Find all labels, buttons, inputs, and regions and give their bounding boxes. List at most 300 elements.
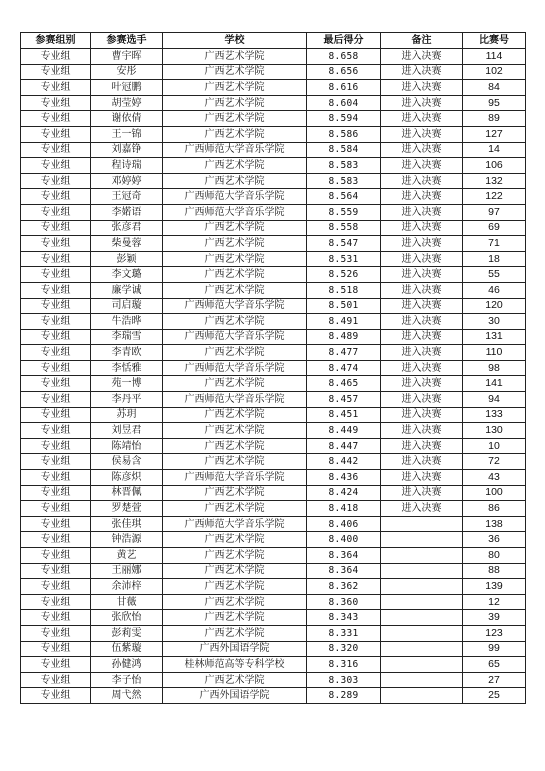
number-cell: 69: [463, 220, 526, 236]
school-cell: 广西艺术学院: [163, 532, 307, 548]
remark-cell: 进入决赛: [381, 438, 463, 454]
table-row: [21, 282, 526, 298]
contestant-cell: 叶冠鹏: [91, 80, 163, 96]
table-row: [21, 158, 526, 174]
score-cell: 8.465: [307, 376, 381, 392]
contestant-cell: 周弋然: [91, 688, 163, 704]
number-cell: 84: [463, 80, 526, 96]
score-cell: 8.518: [307, 282, 381, 298]
contestant-cell: 孙健鸿: [91, 657, 163, 673]
table-row: [21, 360, 526, 376]
table-row: [21, 548, 526, 564]
table-row: [21, 267, 526, 283]
number-cell: 10: [463, 438, 526, 454]
table-row: [21, 392, 526, 408]
school-cell: 广西艺术学院: [163, 548, 307, 564]
score-cell: 8.558: [307, 220, 381, 236]
remark-cell: [381, 625, 463, 641]
school-cell: 广西艺术学院: [163, 563, 307, 579]
group-cell: 专业组: [21, 610, 91, 626]
group-cell: 专业组: [21, 625, 91, 641]
number-cell: 65: [463, 657, 526, 673]
number-cell: 98: [463, 360, 526, 376]
table-row: [21, 111, 526, 127]
remark-cell: 进入决赛: [381, 423, 463, 439]
number-cell: 114: [463, 49, 526, 65]
school-cell: 广西艺术学院: [163, 111, 307, 127]
contestant-cell: 李恬雅: [91, 360, 163, 376]
score-cell: 8.457: [307, 392, 381, 408]
table-row: [21, 298, 526, 314]
remark-cell: 进入决赛: [381, 267, 463, 283]
group-cell: 专业组: [21, 579, 91, 595]
score-cell: 8.526: [307, 267, 381, 283]
table-row: [21, 376, 526, 392]
contestant-cell: 谢依倩: [91, 111, 163, 127]
table-row: [21, 220, 526, 236]
score-cell: 8.477: [307, 345, 381, 361]
school-cell: 广西艺术学院: [163, 282, 307, 298]
score-cell: 8.564: [307, 189, 381, 205]
contestant-cell: 廉学诚: [91, 282, 163, 298]
score-cell: 8.331: [307, 625, 381, 641]
remark-cell: [381, 516, 463, 532]
contestant-cell: 李瑞雪: [91, 329, 163, 345]
contestant-cell: 苑一博: [91, 376, 163, 392]
table-row: [21, 454, 526, 470]
score-cell: 8.447: [307, 438, 381, 454]
group-cell: 专业组: [21, 80, 91, 96]
school-cell: 广西外国语学院: [163, 688, 307, 704]
group-cell: 专业组: [21, 501, 91, 517]
table-row: [21, 64, 526, 80]
remark-cell: 进入决赛: [381, 220, 463, 236]
school-cell: 广西师范大学音乐学院: [163, 329, 307, 345]
score-cell: 8.289: [307, 688, 381, 704]
table-row: [21, 126, 526, 142]
contestant-cell: 李婼语: [91, 204, 163, 220]
table-row: [21, 423, 526, 439]
table-row: [21, 563, 526, 579]
group-cell: 专业组: [21, 267, 91, 283]
contestant-cell: 张彦君: [91, 220, 163, 236]
number-cell: 55: [463, 267, 526, 283]
contestant-cell: 彭颖: [91, 251, 163, 267]
number-cell: 110: [463, 345, 526, 361]
remark-cell: 进入决赛: [381, 329, 463, 345]
number-cell: 122: [463, 189, 526, 205]
group-cell: 专业组: [21, 173, 91, 189]
remark-cell: 进入决赛: [381, 189, 463, 205]
number-cell: 72: [463, 454, 526, 470]
school-cell: 广西艺术学院: [163, 64, 307, 80]
school-cell: 广西艺术学院: [163, 80, 307, 96]
header-final-score: 最后得分: [307, 33, 381, 49]
number-cell: 39: [463, 610, 526, 626]
score-cell: 8.501: [307, 298, 381, 314]
score-cell: 8.362: [307, 579, 381, 595]
score-cell: 8.616: [307, 80, 381, 96]
group-cell: 专业组: [21, 111, 91, 127]
table-row: [21, 672, 526, 688]
contestant-cell: 邓婷婷: [91, 173, 163, 189]
score-cell: 8.436: [307, 470, 381, 486]
table-row: [21, 532, 526, 548]
table-row: [21, 251, 526, 267]
table-row: [21, 485, 526, 501]
remark-cell: 进入决赛: [381, 173, 463, 189]
remark-cell: [381, 532, 463, 548]
contestant-cell: 甘薇: [91, 594, 163, 610]
school-cell: 广西师范大学音乐学院: [163, 298, 307, 314]
contestant-cell: 安彤: [91, 64, 163, 80]
group-cell: 专业组: [21, 95, 91, 111]
school-cell: 广西师范大学音乐学院: [163, 189, 307, 205]
group-cell: 专业组: [21, 392, 91, 408]
school-cell: 广西师范大学音乐学院: [163, 392, 307, 408]
contestant-cell: 程诗瑞: [91, 158, 163, 174]
remark-cell: 进入决赛: [381, 64, 463, 80]
number-cell: 27: [463, 672, 526, 688]
school-cell: 广西艺术学院: [163, 95, 307, 111]
number-cell: 102: [463, 64, 526, 80]
table-row: [21, 641, 526, 657]
remark-cell: 进入决赛: [381, 142, 463, 158]
score-cell: 8.343: [307, 610, 381, 626]
contestant-cell: 曹宇晖: [91, 49, 163, 65]
remark-cell: 进入决赛: [381, 360, 463, 376]
contestant-cell: 刘嘉铮: [91, 142, 163, 158]
score-cell: 8.442: [307, 454, 381, 470]
remark-cell: 进入决赛: [381, 49, 463, 65]
contestant-cell: 柴曼蓉: [91, 236, 163, 252]
number-cell: 120: [463, 298, 526, 314]
group-cell: 专业组: [21, 204, 91, 220]
group-cell: 专业组: [21, 470, 91, 486]
group-cell: 专业组: [21, 64, 91, 80]
group-cell: 专业组: [21, 360, 91, 376]
school-cell: 广西艺术学院: [163, 672, 307, 688]
remark-cell: [381, 657, 463, 673]
table-row: [21, 142, 526, 158]
table-row: [21, 470, 526, 486]
number-cell: 80: [463, 548, 526, 564]
school-cell: 广西师范大学音乐学院: [163, 470, 307, 486]
number-cell: 141: [463, 376, 526, 392]
group-cell: 专业组: [21, 329, 91, 345]
remark-cell: 进入决赛: [381, 345, 463, 361]
school-cell: 广西师范大学音乐学院: [163, 516, 307, 532]
remark-cell: 进入决赛: [381, 158, 463, 174]
group-cell: 专业组: [21, 314, 91, 330]
group-cell: 专业组: [21, 376, 91, 392]
table-row: [21, 579, 526, 595]
number-cell: 131: [463, 329, 526, 345]
group-cell: 专业组: [21, 516, 91, 532]
number-cell: 71: [463, 236, 526, 252]
table-row: [21, 236, 526, 252]
remark-cell: 进入决赛: [381, 236, 463, 252]
school-cell: 广西艺术学院: [163, 251, 307, 267]
group-cell: 专业组: [21, 641, 91, 657]
group-cell: 专业组: [21, 298, 91, 314]
school-cell: 广西师范大学音乐学院: [163, 142, 307, 158]
table-row: [21, 189, 526, 205]
score-cell: 8.491: [307, 314, 381, 330]
contestant-cell: 张佳琪: [91, 516, 163, 532]
table-row: [21, 438, 526, 454]
number-cell: 36: [463, 532, 526, 548]
remark-cell: [381, 688, 463, 704]
table-row: [21, 80, 526, 96]
table-row: [21, 173, 526, 189]
group-cell: 专业组: [21, 189, 91, 205]
remark-cell: [381, 579, 463, 595]
group-cell: 专业组: [21, 220, 91, 236]
contestant-cell: 陈彦炽: [91, 470, 163, 486]
results-table: [20, 32, 526, 704]
remark-cell: 进入决赛: [381, 126, 463, 142]
school-cell: 广西艺术学院: [163, 49, 307, 65]
group-cell: 专业组: [21, 282, 91, 298]
remark-cell: [381, 641, 463, 657]
school-cell: 广西艺术学院: [163, 579, 307, 595]
table-header-row: [21, 33, 526, 49]
number-cell: 94: [463, 392, 526, 408]
header-school: 学校: [163, 33, 307, 49]
group-cell: 专业组: [21, 594, 91, 610]
group-cell: 专业组: [21, 657, 91, 673]
contestant-cell: 王冠奇: [91, 189, 163, 205]
score-cell: 8.449: [307, 423, 381, 439]
remark-cell: [381, 672, 463, 688]
score-cell: 8.360: [307, 594, 381, 610]
school-cell: 广西艺术学院: [163, 345, 307, 361]
remark-cell: 进入决赛: [381, 376, 463, 392]
school-cell: 广西艺术学院: [163, 267, 307, 283]
contestant-cell: 侯易含: [91, 454, 163, 470]
number-cell: 30: [463, 314, 526, 330]
number-cell: 100: [463, 485, 526, 501]
remark-cell: [381, 548, 463, 564]
remark-cell: 进入决赛: [381, 485, 463, 501]
number-cell: 106: [463, 158, 526, 174]
group-cell: 专业组: [21, 49, 91, 65]
school-cell: 广西艺术学院: [163, 423, 307, 439]
score-cell: 8.418: [307, 501, 381, 517]
school-cell: 广西艺术学院: [163, 594, 307, 610]
score-cell: 8.489: [307, 329, 381, 345]
remark-cell: [381, 594, 463, 610]
number-cell: 138: [463, 516, 526, 532]
score-cell: 8.584: [307, 142, 381, 158]
remark-cell: 进入决赛: [381, 95, 463, 111]
group-cell: 专业组: [21, 251, 91, 267]
number-cell: 46: [463, 282, 526, 298]
school-cell: 广西师范大学音乐学院: [163, 204, 307, 220]
score-cell: 8.474: [307, 360, 381, 376]
number-cell: 123: [463, 625, 526, 641]
contestant-cell: 林晋佩: [91, 485, 163, 501]
score-cell: 8.586: [307, 126, 381, 142]
school-cell: 广西艺术学院: [163, 625, 307, 641]
contestant-cell: 伍紫璇: [91, 641, 163, 657]
number-cell: 43: [463, 470, 526, 486]
group-cell: 专业组: [21, 563, 91, 579]
school-cell: 广西艺术学院: [163, 173, 307, 189]
group-cell: 专业组: [21, 688, 91, 704]
contestant-cell: 王丽娜: [91, 563, 163, 579]
contestant-cell: 李文璐: [91, 267, 163, 283]
group-cell: 专业组: [21, 438, 91, 454]
header-remark: 备注: [381, 33, 463, 49]
number-cell: 88: [463, 563, 526, 579]
school-cell: 广西艺术学院: [163, 407, 307, 423]
contestant-cell: 王一锦: [91, 126, 163, 142]
school-cell: 广西艺术学院: [163, 376, 307, 392]
school-cell: 广西师范大学音乐学院: [163, 360, 307, 376]
group-cell: 专业组: [21, 485, 91, 501]
remark-cell: 进入决赛: [381, 407, 463, 423]
score-cell: 8.303: [307, 672, 381, 688]
school-cell: 广西艺术学院: [163, 314, 307, 330]
contestant-cell: 张欣怡: [91, 610, 163, 626]
group-cell: 专业组: [21, 236, 91, 252]
score-cell: 8.406: [307, 516, 381, 532]
remark-cell: 进入决赛: [381, 111, 463, 127]
contestant-cell: 刘昱君: [91, 423, 163, 439]
number-cell: 139: [463, 579, 526, 595]
remark-cell: 进入决赛: [381, 470, 463, 486]
score-cell: 8.364: [307, 548, 381, 564]
group-cell: 专业组: [21, 158, 91, 174]
number-cell: 133: [463, 407, 526, 423]
contestant-cell: 牛浩晔: [91, 314, 163, 330]
remark-cell: 进入决赛: [381, 282, 463, 298]
remark-cell: 进入决赛: [381, 251, 463, 267]
score-cell: 8.424: [307, 485, 381, 501]
contestant-cell: 胡莹婷: [91, 95, 163, 111]
school-cell: 广西艺术学院: [163, 438, 307, 454]
group-cell: 专业组: [21, 532, 91, 548]
score-cell: 8.320: [307, 641, 381, 657]
number-cell: 95: [463, 95, 526, 111]
table-row: [21, 516, 526, 532]
school-cell: 广西艺术学院: [163, 126, 307, 142]
table-row: [21, 407, 526, 423]
number-cell: 18: [463, 251, 526, 267]
group-cell: 专业组: [21, 345, 91, 361]
group-cell: 专业组: [21, 407, 91, 423]
score-cell: 8.364: [307, 563, 381, 579]
table-row: [21, 610, 526, 626]
group-cell: 专业组: [21, 672, 91, 688]
contestant-cell: 钟浩源: [91, 532, 163, 548]
contestant-cell: 陈靖怡: [91, 438, 163, 454]
table-row: [21, 657, 526, 673]
header-group: 参赛组别: [21, 33, 91, 49]
contestant-cell: 彭莉雯: [91, 625, 163, 641]
number-cell: 99: [463, 641, 526, 657]
school-cell: 广西艺术学院: [163, 454, 307, 470]
score-cell: 8.451: [307, 407, 381, 423]
score-cell: 8.656: [307, 64, 381, 80]
number-cell: 132: [463, 173, 526, 189]
score-cell: 8.583: [307, 173, 381, 189]
school-cell: 广西艺术学院: [163, 236, 307, 252]
remark-cell: 进入决赛: [381, 454, 463, 470]
contestant-cell: 李子怡: [91, 672, 163, 688]
contestant-cell: 罗楚萱: [91, 501, 163, 517]
remark-cell: [381, 563, 463, 579]
contestant-cell: 司启璇: [91, 298, 163, 314]
group-cell: 专业组: [21, 126, 91, 142]
remark-cell: 进入决赛: [381, 392, 463, 408]
contestant-cell: 苏玥: [91, 407, 163, 423]
table-row: [21, 49, 526, 65]
score-cell: 8.316: [307, 657, 381, 673]
table-row: [21, 314, 526, 330]
header-contest-number: 比赛号: [463, 33, 526, 49]
number-cell: 89: [463, 111, 526, 127]
number-cell: 130: [463, 423, 526, 439]
school-cell: 广西艺术学院: [163, 485, 307, 501]
school-cell: 广西外国语学院: [163, 641, 307, 657]
contestant-cell: 李丹平: [91, 392, 163, 408]
score-cell: 8.531: [307, 251, 381, 267]
number-cell: 86: [463, 501, 526, 517]
school-cell: 广西艺术学院: [163, 220, 307, 236]
school-cell: 桂林师范高等专科学校: [163, 657, 307, 673]
group-cell: 专业组: [21, 548, 91, 564]
remark-cell: 进入决赛: [381, 314, 463, 330]
number-cell: 12: [463, 594, 526, 610]
score-cell: 8.604: [307, 95, 381, 111]
group-cell: 专业组: [21, 454, 91, 470]
table-row: [21, 688, 526, 704]
score-cell: 8.400: [307, 532, 381, 548]
header-contestant: 参赛选手: [91, 33, 163, 49]
table-row: [21, 329, 526, 345]
group-cell: 专业组: [21, 423, 91, 439]
table-row: [21, 345, 526, 361]
number-cell: 97: [463, 204, 526, 220]
score-cell: 8.658: [307, 49, 381, 65]
school-cell: 广西艺术学院: [163, 158, 307, 174]
table-row: [21, 594, 526, 610]
contestant-cell: 黄艺: [91, 548, 163, 564]
remark-cell: 进入决赛: [381, 204, 463, 220]
contestant-cell: 余沛梓: [91, 579, 163, 595]
school-cell: 广西艺术学院: [163, 610, 307, 626]
score-cell: 8.559: [307, 204, 381, 220]
remark-cell: 进入决赛: [381, 298, 463, 314]
score-cell: 8.583: [307, 158, 381, 174]
number-cell: 25: [463, 688, 526, 704]
number-cell: 14: [463, 142, 526, 158]
contestant-cell: 李青欧: [91, 345, 163, 361]
table-row: [21, 625, 526, 641]
score-cell: 8.594: [307, 111, 381, 127]
group-cell: 专业组: [21, 142, 91, 158]
score-cell: 8.547: [307, 236, 381, 252]
table-row: [21, 95, 526, 111]
remark-cell: 进入决赛: [381, 501, 463, 517]
remark-cell: [381, 610, 463, 626]
table-row: [21, 501, 526, 517]
school-cell: 广西艺术学院: [163, 501, 307, 517]
table-row: [21, 204, 526, 220]
